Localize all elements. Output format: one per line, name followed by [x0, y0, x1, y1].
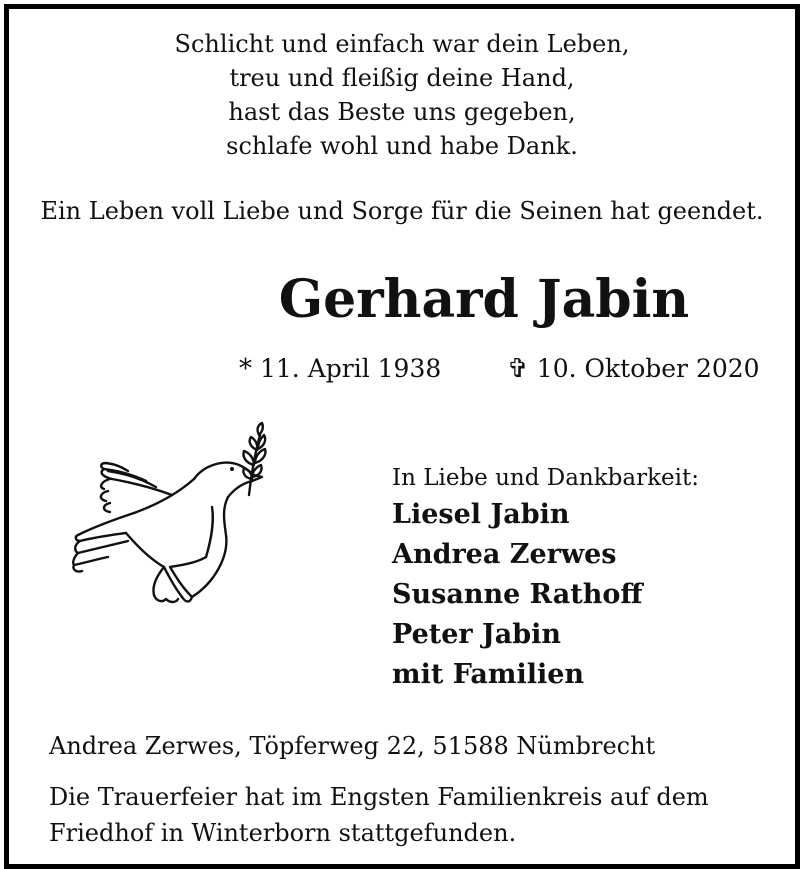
dove-with-olive-branch-icon — [64, 417, 294, 617]
death-date: 10. Oktober 2020 — [536, 354, 760, 383]
birth-date-group — [239, 349, 441, 389]
poem-line: treu und fleißig deine Hand, — [229, 64, 575, 92]
intro-sentence: Ein Leben voll Liebe und Sorge für die Seinen hat geendet. — [40, 197, 764, 225]
life-dates — [9, 349, 795, 389]
mourner-families: mit Familien — [392, 659, 585, 690]
birth-star-icon: * — [239, 354, 252, 384]
poem-line: schlafe wohl und habe Dank. — [226, 132, 578, 160]
funeral-service-note — [49, 779, 769, 851]
poem-line: hast das Beste uns gegeben, — [228, 98, 576, 126]
contact-address: Andrea Zerwes, Töpferweg 22, 51588 Nümbrecht — [49, 732, 656, 760]
memorial-poem — [9, 27, 795, 163]
deceased-name: Gerhard Jabin — [278, 269, 690, 330]
cross-icon: ✞ — [507, 354, 529, 384]
birth-date: 11. April 1938 — [260, 354, 442, 383]
obituary-notice — [4, 4, 800, 869]
service-line: Die Trauerfeier hat im Engsten Familienkreis auf dem — [49, 783, 709, 811]
mourner-name: Liesel Jabin — [392, 499, 570, 530]
mourners-block — [392, 461, 792, 695]
death-date-group — [507, 349, 760, 389]
mourner-name: Peter Jabin — [392, 619, 562, 650]
mourner-name: Andrea Zerwes — [392, 539, 617, 570]
poem-line: Schlicht und einfach war dein Leben, — [174, 30, 630, 58]
service-line: Friedhof in Winterborn stattgefunden. — [49, 819, 517, 847]
mourners-lead: In Liebe und Dankbarkeit: — [392, 465, 699, 491]
mourner-name: Susanne Rathoff — [392, 579, 643, 610]
